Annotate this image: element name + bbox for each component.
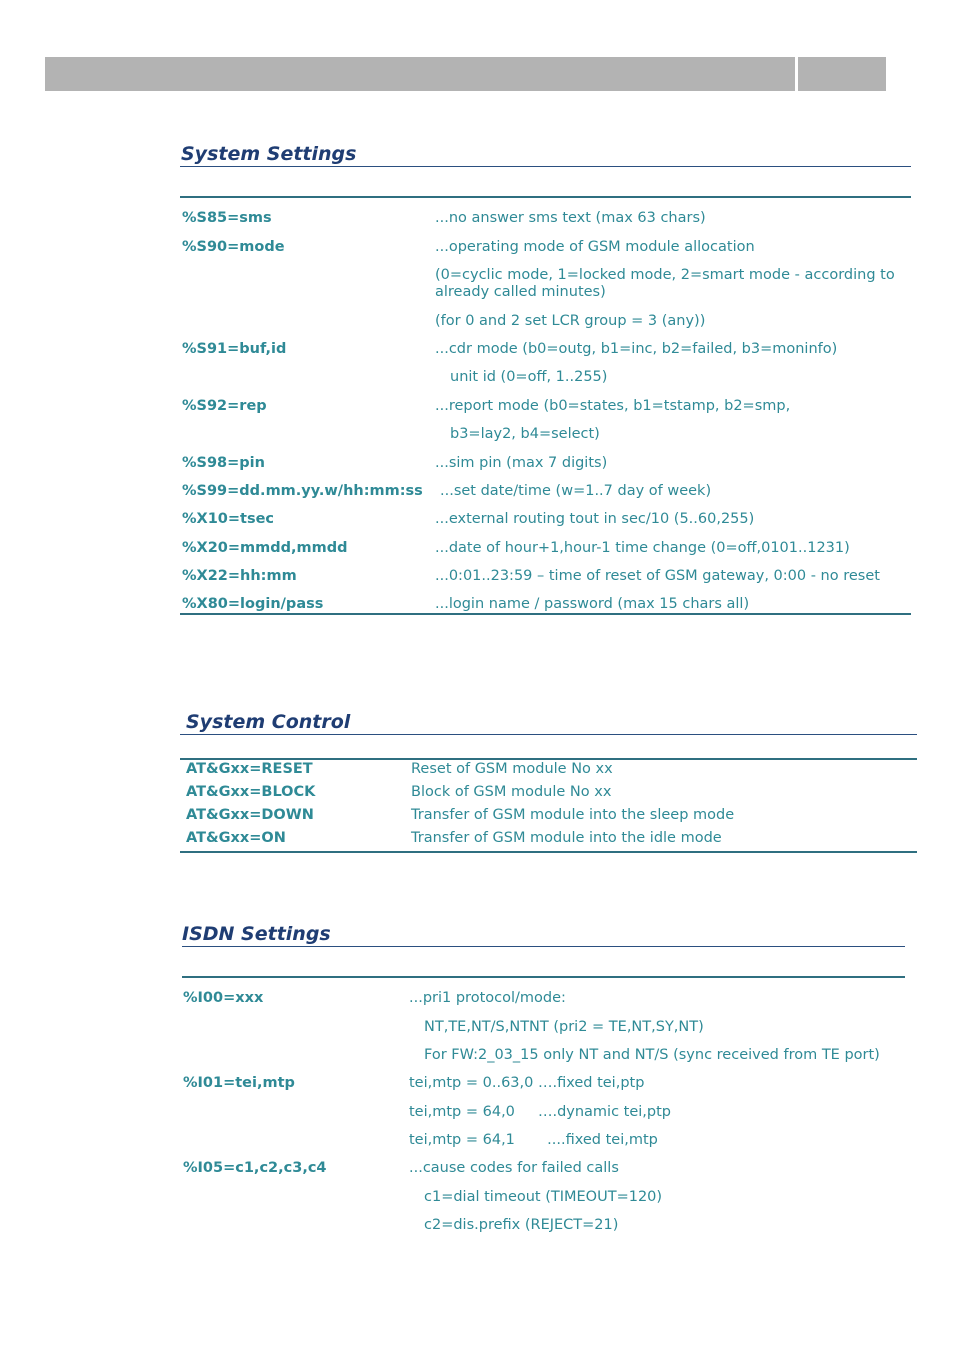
- isdn-desc: ...pri1 protocol/mode:: [409, 990, 566, 1006]
- setting-key: %S92=rep: [182, 398, 267, 414]
- page-header-bar: [45, 57, 795, 91]
- system-control-table-bottom-rule: [180, 851, 917, 853]
- isdn-desc: tei,mtp = 64,1 ....fixed tei,mtp: [409, 1132, 658, 1148]
- page-number-box: [798, 57, 886, 91]
- setting-key: %S99=dd.mm.yy.w/hh:mm:ss: [182, 483, 423, 499]
- setting-desc: ...login name / password (max 15 chars all): [435, 596, 750, 612]
- isdn-settings-title: ISDN Settings: [182, 923, 331, 945]
- isdn-settings-title-rule: [182, 946, 905, 947]
- system-settings-table-bottom-rule: [180, 613, 911, 615]
- setting-key: %S85=sms: [182, 210, 272, 226]
- setting-desc: b3=lay2, b4=select): [450, 426, 600, 442]
- setting-desc: ...set date/time (w=1..7 day of week): [440, 483, 712, 499]
- isdn-desc: c1=dial timeout (TIMEOUT=120): [424, 1189, 663, 1205]
- isdn-desc: ...cause codes for failed calls: [409, 1160, 619, 1176]
- command-key: AT&Gxx=DOWN: [186, 807, 314, 823]
- isdn-desc: c2=dis.prefix (REJECT=21): [424, 1217, 619, 1233]
- system-settings-title: System Settings: [181, 143, 357, 165]
- setting-desc: unit id (0=off, 1..255): [450, 369, 608, 385]
- setting-desc: ...external routing tout in sec/10 (5..60,255): [435, 511, 755, 527]
- setting-desc: ...sim pin (max 7 digits): [435, 455, 608, 471]
- isdn-key: %I01=tei,mtp: [183, 1075, 295, 1091]
- setting-desc: ...date of hour+1,hour-1 time change (0=off,0101..1231): [435, 540, 850, 556]
- command-key: AT&Gxx=RESET: [186, 761, 313, 777]
- setting-desc: ...operating mode of GSM module allocation: [435, 239, 755, 255]
- isdn-settings-table-top-rule: [182, 976, 905, 978]
- setting-desc: ...0:01..23:59 – time of reset of GSM gateway, 0:00 - no reset: [435, 568, 880, 584]
- isdn-key: %I05=c1,c2,c3,c4: [183, 1160, 327, 1176]
- command-desc: Block of GSM module No xx: [411, 784, 612, 800]
- setting-key: %S98=pin: [182, 455, 265, 471]
- system-control-title: System Control: [186, 711, 351, 733]
- setting-desc: (for 0 and 2 set LCR group = 3 (any)): [435, 313, 706, 329]
- system-control-table-top-rule: [180, 758, 917, 760]
- isdn-desc: tei,mtp = 64,0 ….dynamic tei,ptp: [409, 1104, 671, 1120]
- system-settings-title-rule: [180, 166, 911, 167]
- setting-key: %S91=buf,id: [182, 341, 287, 357]
- system-settings-table-top-rule: [180, 196, 911, 198]
- setting-key: %X10=tsec: [182, 511, 275, 527]
- setting-key: %S90=mode: [182, 239, 285, 255]
- isdn-key: %I00=xxx: [183, 990, 264, 1006]
- command-desc: Transfer of GSM module into the idle mode: [411, 830, 722, 846]
- command-desc: Transfer of GSM module into the sleep mode: [411, 807, 735, 823]
- system-control-title-rule: [180, 734, 917, 735]
- isdn-desc: For FW:2_03_15 only NT and NT/S (sync received from TE port): [424, 1047, 880, 1063]
- setting-desc: ...cdr mode (b0=outg, b1=inc, b2=failed, b3=moninfo): [435, 341, 838, 357]
- command-key: AT&Gxx=ON: [186, 830, 286, 846]
- setting-desc: ...report mode (b0=states, b1=tstamp, b2=smp,: [435, 398, 791, 414]
- setting-desc: (0=cyclic mode, 1=locked mode, 2=smart mode - according to already called minutes): [435, 267, 895, 300]
- setting-key: %X20=mmdd,mmdd: [182, 540, 348, 556]
- command-desc: Reset of GSM module No xx: [411, 761, 613, 777]
- isdn-desc: NT,TE,NT/S,NTNT (pri2 = TE,NT,SY,NT): [424, 1019, 704, 1035]
- setting-key: %X22=hh:mm: [182, 568, 297, 584]
- isdn-desc: tei,mtp = 0..63,0 ….fixed tei,ptp: [409, 1075, 645, 1091]
- command-key: AT&Gxx=BLOCK: [186, 784, 316, 800]
- setting-desc: ...no answer sms text (max 63 chars): [435, 210, 706, 226]
- setting-key: %X80=login/pass: [182, 596, 324, 612]
